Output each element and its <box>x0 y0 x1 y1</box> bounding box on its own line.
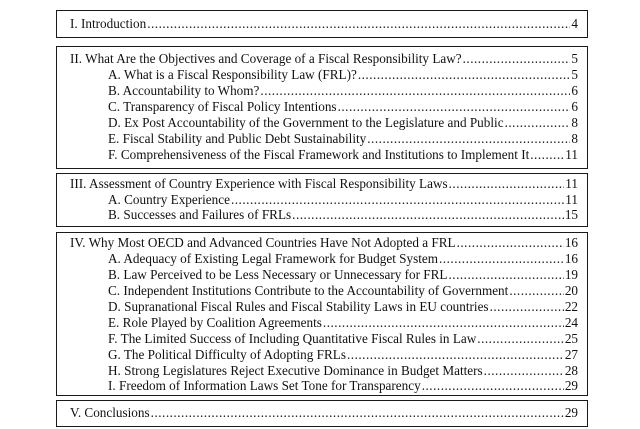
toc-item-title: D. Ex Post Accountability of the Government to the Legislature and Public <box>108 115 504 130</box>
toc-item-independent-institutions[interactable] <box>108 282 578 299</box>
dot-leader <box>530 146 564 163</box>
toc-item-coalition-agreements[interactable] <box>108 314 578 331</box>
dot-leader <box>338 98 571 115</box>
toc-item-title: I. Freedom of Information Laws Set Tone for Transparency <box>108 378 421 393</box>
toc-heading-title: II. What Are the Objectives and Coverage of a Fiscal Responsibility Law? <box>70 51 462 66</box>
toc-item-title: C. Independent Institutions Contribute to the Accountability of Government <box>108 283 509 298</box>
toc-page-number: 16 <box>564 251 578 266</box>
toc-page-number: 22 <box>564 299 578 314</box>
dot-leader <box>449 175 565 192</box>
toc-page-number: 15 <box>564 207 578 222</box>
toc-page-number: 6 <box>571 83 578 98</box>
toc-page-number: 29 <box>564 378 578 393</box>
toc-heading-title: I. Introduction <box>70 16 147 31</box>
toc-page-number: 11 <box>565 192 578 207</box>
toc-page-number: 29 <box>564 405 578 420</box>
toc-item-successes-failures[interactable] <box>108 206 578 223</box>
toc-item-title: D. Supranational Fiscal Rules and Fiscal Stability Laws in EU countries <box>108 299 489 314</box>
dot-leader <box>151 404 564 421</box>
dot-leader <box>509 282 563 299</box>
toc-item-title: G. The Political Difficulty of Adopting FRLs <box>108 347 346 362</box>
toc-page-number: 5 <box>571 51 578 66</box>
toc-item-title: E. Role Played by Coalition Agreements <box>108 315 322 330</box>
dot-leader <box>448 266 563 283</box>
dot-leader <box>490 298 564 315</box>
dot-leader <box>457 234 564 251</box>
toc-item-comprehensiveness[interactable] <box>108 146 578 163</box>
toc-item-what-is-frl[interactable] <box>108 66 578 83</box>
toc-item-title: C. Transparency of Fiscal Policy Intentions <box>108 99 337 114</box>
toc-item-law-less-necessary[interactable] <box>108 266 578 283</box>
dot-leader <box>439 250 564 267</box>
toc-item-ex-post[interactable] <box>108 114 578 131</box>
toc-page-number: 8 <box>571 131 578 146</box>
toc-item-title: A. What is a Fiscal Responsibility Law (FRL)? <box>108 67 357 82</box>
dot-leader <box>477 330 564 347</box>
dot-leader <box>292 206 564 223</box>
toc-heading-title: III. Assessment of Country Experience with Fiscal Responsibility Laws <box>70 176 448 191</box>
dot-leader <box>358 66 571 83</box>
toc-heading-why-not-adopted[interactable] <box>70 234 578 251</box>
toc-item-legal-framework[interactable] <box>108 250 578 267</box>
toc-page-number: 5 <box>571 67 578 82</box>
toc-item-title: F. The Limited Success of Including Quantitative Fiscal Rules in Law <box>108 331 477 346</box>
toc-item-title: E. Fiscal Stability and Public Debt Sustainability <box>108 131 367 146</box>
toc-item-title: B. Successes and Failures of FRLs <box>108 207 292 222</box>
toc-item-title: H. Strong Legislatures Reject Executive Dominance in Budget Matters <box>108 363 483 378</box>
toc-heading-objectives[interactable] <box>70 50 578 67</box>
toc-item-title: B. Law Perceived to be Less Necessary or Unnecessary for FRL <box>108 267 448 282</box>
toc-item-title: A. Adequacy of Existing Legal Framework for Budget System <box>108 251 438 266</box>
toc-page-number: 11 <box>565 147 578 162</box>
dot-leader <box>505 114 571 131</box>
toc-page-number: 6 <box>571 99 578 114</box>
toc-heading-introduction[interactable] <box>70 15 578 32</box>
toc-page-number: 24 <box>564 315 578 330</box>
toc-heading-assessment[interactable] <box>70 175 578 192</box>
toc-item-political-difficulty[interactable] <box>108 346 578 363</box>
toc-item-accountability[interactable] <box>108 82 578 99</box>
toc-page-number: 8 <box>571 115 578 130</box>
toc-page-number: 28 <box>564 363 578 378</box>
toc-page-number: 25 <box>564 331 578 346</box>
toc-page-number: 16 <box>564 235 578 250</box>
toc-page-number: 19 <box>564 267 578 282</box>
toc-item-title: F. Comprehensiveness of the Fiscal Framework and Institutions to Implement It <box>108 147 530 162</box>
toc-item-title: B. Accountability to Whom? <box>108 83 260 98</box>
toc-page-number: 4 <box>571 16 578 31</box>
toc-heading-title: IV. Why Most OECD and Advanced Countries Have Not Adopted a FRL <box>70 235 456 250</box>
dot-leader <box>347 346 564 363</box>
dot-leader <box>422 377 564 394</box>
toc-page-number: 11 <box>565 176 578 191</box>
toc-heading-conclusions[interactable] <box>70 404 578 421</box>
dot-leader <box>463 50 571 67</box>
dot-leader <box>323 314 564 331</box>
toc-item-fiscal-stability[interactable] <box>108 130 578 147</box>
dot-leader <box>147 15 570 32</box>
toc-item-title: A. Country Experience <box>108 192 230 207</box>
toc-item-supranational-rules[interactable] <box>108 298 578 315</box>
toc-item-freedom-of-information[interactable] <box>108 377 578 394</box>
dot-leader <box>260 82 570 99</box>
toc-item-transparency[interactable] <box>108 98 578 115</box>
dot-leader <box>367 130 570 147</box>
toc-page-number: 27 <box>564 347 578 362</box>
toc-page-number: 20 <box>564 283 578 298</box>
toc-item-quantitative-rules[interactable] <box>108 330 578 347</box>
toc-heading-title: V. Conclusions <box>70 405 150 420</box>
